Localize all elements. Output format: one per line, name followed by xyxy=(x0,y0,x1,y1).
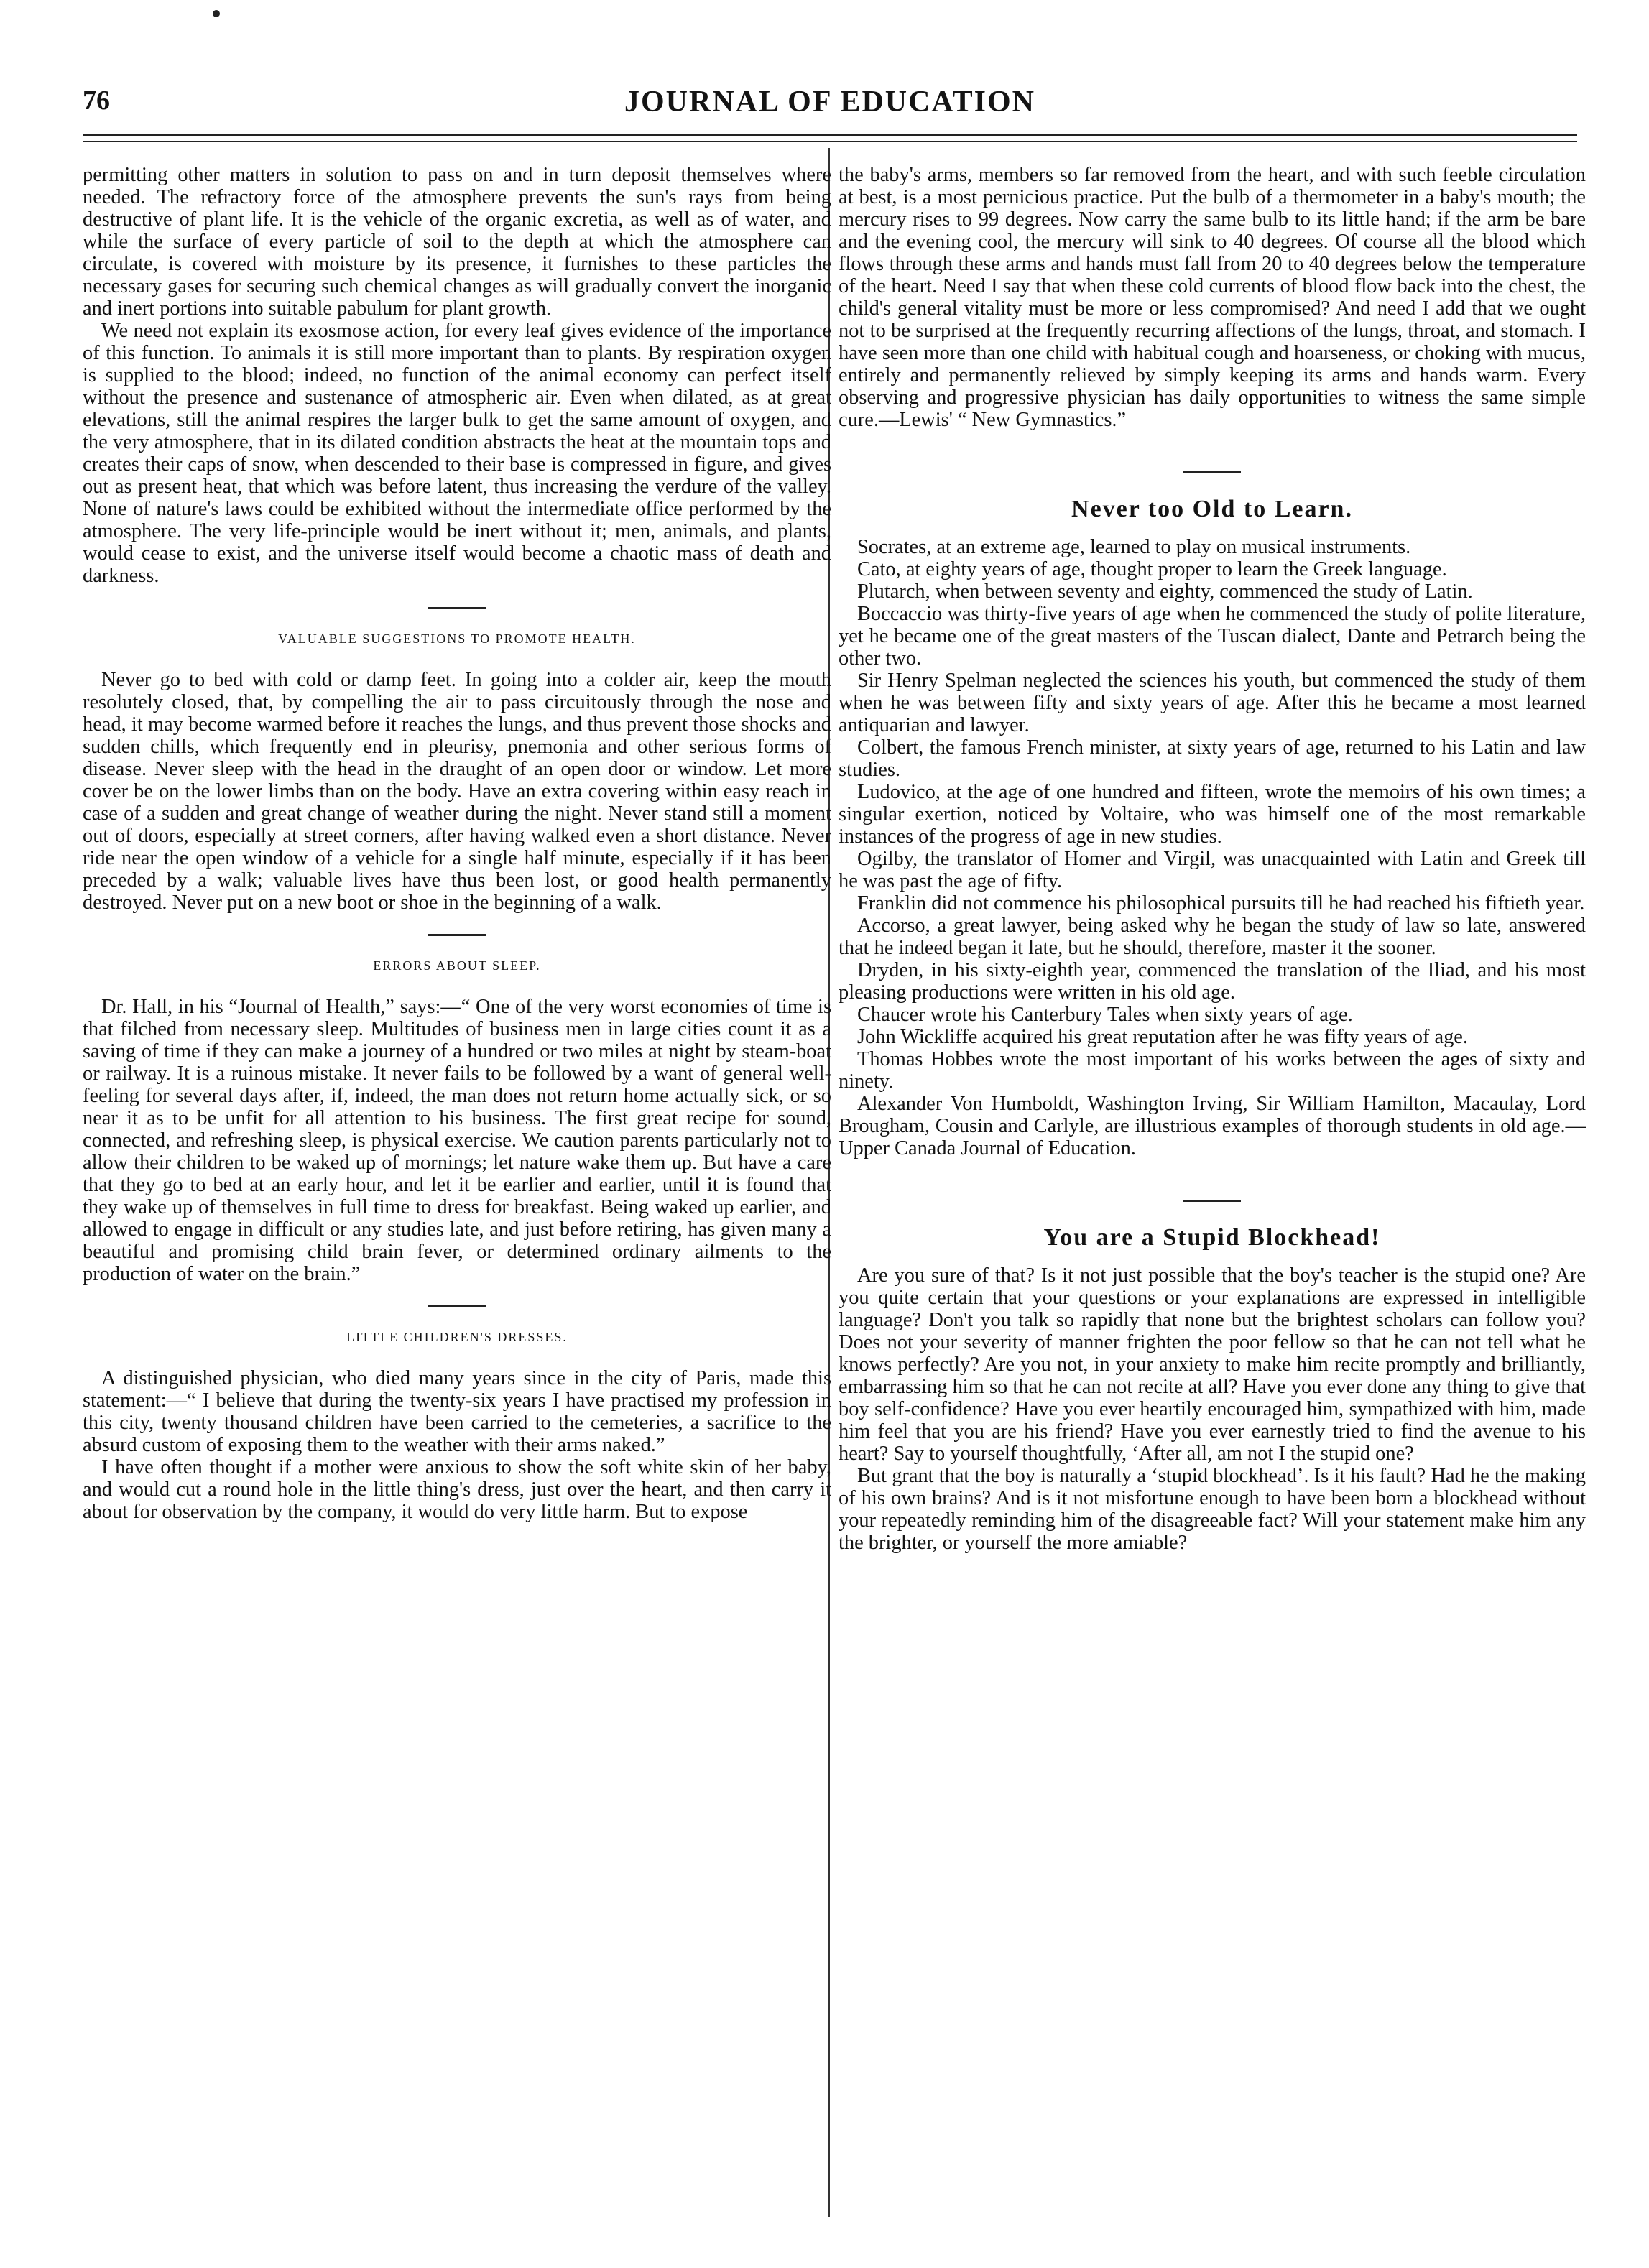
section-heading-health: VALUABLE SUGGESTIONS TO PROMOTE HEALTH. xyxy=(278,631,636,646)
learn-item: Socrates, at an extreme age, learned to play on musical instruments. xyxy=(857,536,1411,558)
right-column xyxy=(839,164,1586,1554)
paragraph: Never go to bed with cold or damp feet. In going into a colder air, keep the mouth resolutely closed, that, by compelling the air to pass circuitously through the nose and head, it may become warmed before it reaches the lungs, and thus prevent those shocks and sudden chills, which frequently end in pleurisy, pnemonia and other serious forms of disease. Never sleep with the head in the draught of an open door or window. Let more cover be on the lower limbs than on the body. Have an extra covering within easy reach in case of a sudden and great change of weather during the night. Never stand still a moment out of doors, especially at street corners, after having walked even a short distance. Never ride near the open window of a vehicle for a single half minute, especially if it has been preceded by a walk; valuable lives have thus been lost, or good health permanently destroyed. Never put on a new boot or shoe in the beginning of a walk. xyxy=(83,669,831,914)
section-divider xyxy=(428,934,486,936)
paragraph: Dr. Hall, in his “Journal of Health,” says:—“ One of the very worst economies of time is that filched from necessary sleep. Multitudes of business men in large cities count it as a saving of time if they can make a journey of a hundred or two miles at night by steam-boat or railway. It is a ruinous mistake. It never fails to be followed by a want of general well-feeling for several days after, if, indeed, the man does not return home actually sick, or so near it as to be unfit for all attention to his business. The first great recipe for sound, connected, and refreshing sleep, is physical exercise. We caution parents particularly not to allow their children to be waked up of mornings; let nature wake them up. But have a care that they go to bed at an early hour, and let it be earlier and earlier, until it is found that they wake up of themselves in full time to dress for breakfast. Being waked up earlier, and allowed to engage in difficult or any studies late, and just before retiring, has given many a beautiful and promising child brain fever, or determined ordinary ailments to the production of water on the brain.” xyxy=(83,996,831,1285)
journal-title: JOURNAL OF EDUCATION xyxy=(624,85,1036,119)
header-rule-thin xyxy=(83,141,1577,142)
paragraph: I have often thought if a mother were anxious to show the soft white skin of her baby, and would cut a round hole in the little thing's dress, just over the heart, and then carry it about for observation by the company, it would do very little harm. But to expose xyxy=(83,1456,831,1523)
paragraph: A distinguished physician, who died many years since in the city of Paris, made this statement:—“ I believe that during the twenty-six years I have practised my profession in this city, twenty thousand children have been carried to the cemeteries, a sacrifice to the absurd custom of exposing them to the weather with their arms naked.” xyxy=(83,1367,831,1456)
section-divider xyxy=(1183,471,1241,473)
learn-item: Ludovico, at the age of one hundred and fifteen, wrote the memoirs of his own times; a singular exertion, noticed by Voltaire, who was himself one of the most remarkable instances of the progress of age in new studies. xyxy=(839,781,1586,848)
section-divider xyxy=(1183,1200,1241,1202)
page-header xyxy=(83,85,1577,128)
paragraph: permitting other matters in solution to pass on and in turn deposit themselves where needed. The refractory force of the atmosphere prevents the sun's rays from being destructive of plant life. It is the vehicle of the organic excretia, as well as of water, and while the surface of every particle of soil to the depth at which the atmosphere can circulate, is covered with moisture by its presence, it furnishes to these particles the necessary gases for securing such chemical changes as will gradually convert the inorganic and inert portions into suitable pabulum for plant growth. xyxy=(83,164,831,320)
left-column xyxy=(83,164,831,1523)
learn-item: Sir Henry Spelman neglected the sciences his youth, but commenced the study of them when he was between fifty and sixty years of age. After this he became a most learned antiquarian and lawyer. xyxy=(839,670,1586,736)
page-number: 76 xyxy=(83,85,110,116)
paragraph: But grant that the boy is naturally a ‘stupid blockhead’. Is it his fault? Had he the making of his own brains? And is it not misfortune enough to have been born a blockhead without your repeatedly reminding him of the disagreeable fact? Will your statement make him any the brighter, or yourself the more amiable? xyxy=(839,1465,1586,1554)
learn-item: Plutarch, when between seventy and eighty, commenced the study of Latin. xyxy=(857,580,1473,603)
learn-item: Alexander Von Humboldt, Washington Irving, Sir William Hamilton, Macaulay, Lord Brougham, Cousin and Carlyle, are illustrious examples of thorough students in old age.—Upper Canada Journal of Education. xyxy=(839,1093,1586,1160)
learn-item: Boccaccio was thirty-five years of age when he commenced the study of polite literature, yet he became one of the great masters of the Tuscan dialect, Dante and Petrarch being the other two. xyxy=(839,603,1586,670)
section-heading-sleep: ERRORS ABOUT SLEEP. xyxy=(373,958,541,973)
learn-item: Cato, at eighty years of age, thought proper to learn the Greek language. xyxy=(857,558,1447,580)
learn-item: Thomas Hobbes wrote the most important of his works between the ages of sixty and ninety. xyxy=(839,1048,1586,1093)
learn-item: Colbert, the famous French minister, at sixty years of age, returned to his Latin and law studies. xyxy=(839,736,1586,781)
learn-item: Accorso, a great lawyer, being asked why he began the study of law so late, answered that he indeed began it late, but he should, therefore, master it the sooner. xyxy=(839,915,1586,959)
header-rule-thick xyxy=(83,134,1577,136)
learn-item: Ogilby, the translator of Homer and Virgil, was unacquainted with Latin and Greek till he was past the age of fifty. xyxy=(839,848,1586,892)
learn-list xyxy=(839,536,1586,1160)
section-heading-dresses: LITTLE CHILDREN'S DRESSES. xyxy=(346,1330,568,1344)
section-heading-blockhead: You are a Stupid Blockhead! xyxy=(1043,1224,1381,1251)
ink-speck xyxy=(213,10,220,17)
learn-item: Franklin did not commence his philosophical pursuits till he had reached his fiftieth year. xyxy=(857,892,1585,915)
paragraph: Are you sure of that? Is it not just possible that the boy's teacher is the stupid one? Are you quite certain that your questions or your explanations are expressed in intelligible language? Don't you talk so rapidly that none but the brightest scholars can follow you? Does not your severity of manner frighten the poor fellow so that he can not tell what he knows perfectly? Are you not, in your anxiety to make him recite promptly and brilliantly, embarrassing him so that he can not recite at all? Have you ever done any thing to give that boy self-confidence? Have you ever heartily encouraged him, sympathized with him, made him feel that you are his friend? Have you ever earnestly tried to find the avenue to his heart? Say to yourself thoughtfully, ‘After all, am not I the stupid one? xyxy=(839,1264,1586,1465)
paragraph: the baby's arms, members so far removed from the heart, and with such feeble circulation at best, is a most pernicious practice. Put the bulb of a thermometer in a baby's mouth; the mercury rises to 99 degrees. Now carry the same bulb to its little hand; if the arm be bare and the evening cool, the mercury will sink to 40 degrees. Of course all the blood which flows through these arms and hands must fall from 20 to 40 degrees below the temperature of the heart. Need I say that when these cold currents of blood flow back into the chest, the child's general vitality must be more or less compromised? And need I add that we ought not to be surprised at the frequently recurring affections of the lungs, throat, and stomach. I have seen more than one child with habitual cough and hoarseness, or choking with mucus, entirely and permanently relieved by simply keeping its arms and hands warm. Every observing and progressive physician has daily opportunities to witness the same simple cure.—Lewis' “ New Gymnastics.” xyxy=(839,164,1586,431)
paragraph: We need not explain its exosmose action, for every leaf gives evidence of the importance of this function. To animals it is still more important than to plants. By respiration oxygen is supplied to the blood; indeed, no function of the animal economy can perfect itself without the presence and sustenance of atmospheric air. Even when dilated, as at great elevations, still the animal respires the larger bulk to get the same amount of oxygen, and the very atmosphere, that in its dilated condition abstracts the heat at the mountain tops and creates their caps of snow, when descended to their base is compressed in figure, and gives out as present heat, that which was before latent, thus increasing the verdure of the valley. None of nature's laws could be exhibited without the intermediate office performed by the atmosphere. The very life-principle would be inert without it; men, animals, and plants, would cease to exist, and the universe itself would become a chaotic mass of death and darkness. xyxy=(83,320,831,587)
learn-item: John Wickliffe acquired his great reputation after he was fifty years of age. xyxy=(857,1026,1468,1048)
section-heading-learn: Never too Old to Learn. xyxy=(1071,496,1353,522)
section-divider xyxy=(428,1305,486,1307)
learn-item: Dryden, in his sixty-eighth year, commenced the translation of the Iliad, and his most pleasing productions were written in his old age. xyxy=(839,959,1586,1004)
learn-item: Chaucer wrote his Canterbury Tales when sixty years of age. xyxy=(857,1004,1353,1026)
section-divider xyxy=(428,607,486,609)
